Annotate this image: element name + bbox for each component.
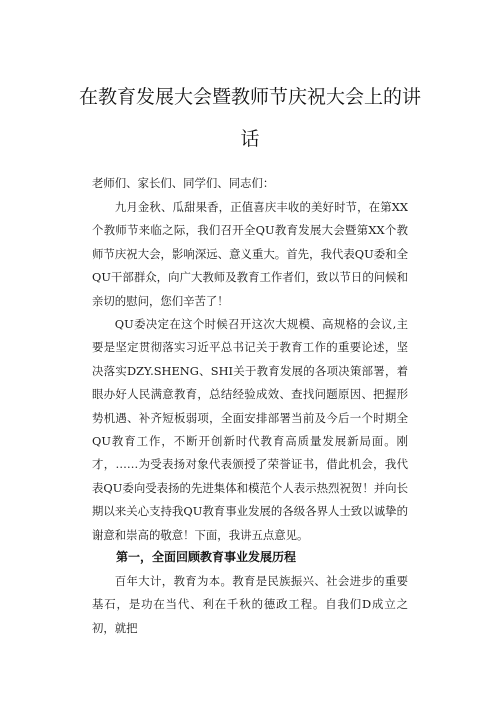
salutation: 老师们、家长们、同学们、同志们： bbox=[92, 176, 275, 190]
paragraph-2: QU委决定在这个时候召开这次大规模、高规格的会议,主要是坚定贯彻落实习近平总书记关于教育工作的重要论述，坚决落实DZY.SHENG、SHI关于教育发展的各项决策部署，着眼办好人民满意教育，总结经验成效、查找问题原因、把握形势机遇、补齐短板弱项，全面安排部署当前及今后一个时期全QU教育工作，不断开创新时代教育高质量发展新局面。刚才，……为受表扬对象代表颁授了荣誉证书，借此机会，我代表QU委向受表扬的先进集体和模范个人表示热烈祝贺！并向长期以来关心支持我QU教育事业发展的各级各界人士致以诚挚的谢意和崇高的敬意！下面，我讲五点意见。 bbox=[92, 317, 408, 542]
paragraph-1: 九月金秋、瓜甜果香，正值喜庆丰收的美好时节，在第XX个教师节来临之际，我们召开全QU教育发展大会暨第XX个教师节庆祝大会，影响深远、意义重大。首先，我代表QU委和全QU干部群众，向广大教师及教育工作者们，致以节日的问候和亲切的慰问，您们辛苦了！ bbox=[92, 200, 408, 308]
paragraph-3: 百年大计，教育为本。教育是民族振兴、社会进步的重要基石，是功在当代、利在千秋的德政工程。自我们D成立之初，就把 bbox=[92, 574, 408, 635]
document-title-line-1: 在教育发展大会暨教师节庆祝大会上的讲 bbox=[78, 86, 421, 108]
section-heading-1: 第一，全面回顾教育事业发展历程 bbox=[116, 550, 297, 564]
document-title-line-2: 话 bbox=[240, 128, 260, 150]
